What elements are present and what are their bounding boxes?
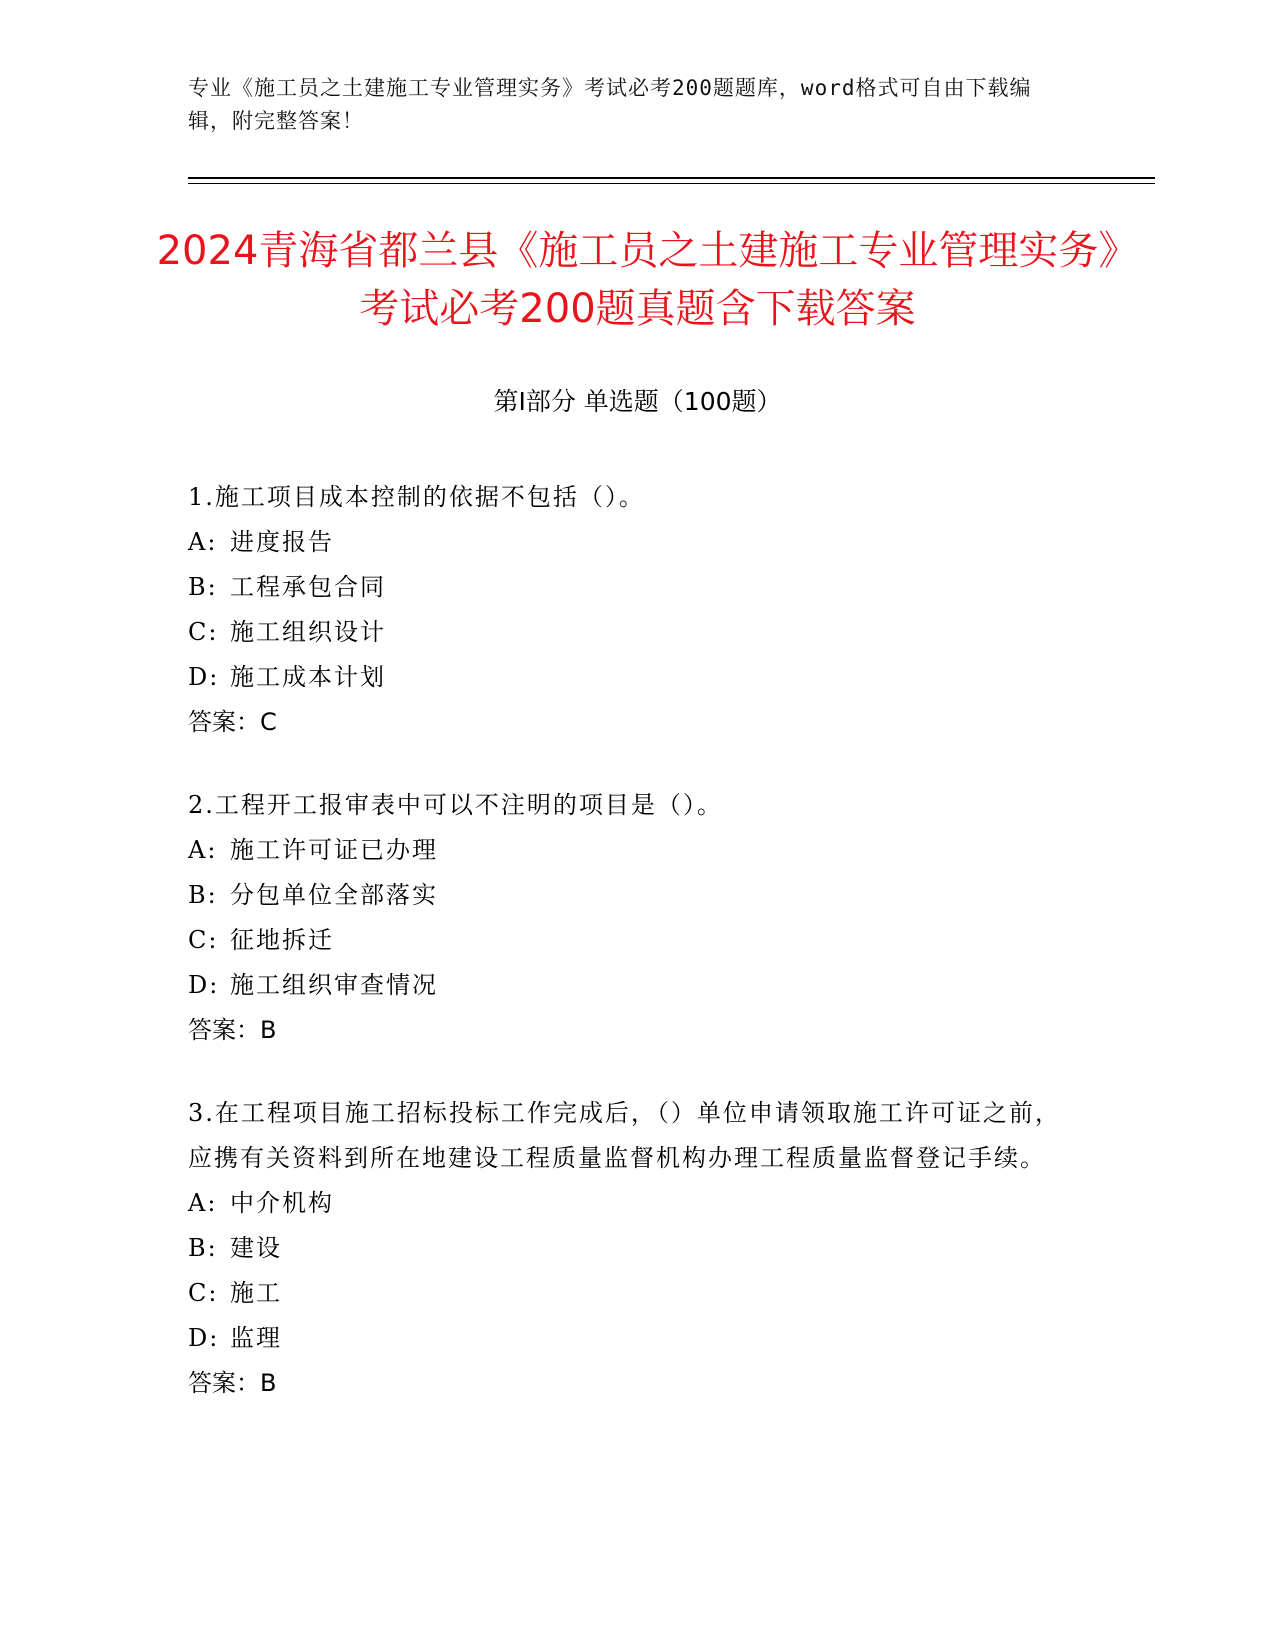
option-b bbox=[188, 1226, 1068, 1271]
section-heading: 第Ⅰ部分 单选题（100题） bbox=[493, 387, 782, 416]
option-text: 分包单位全部落实 bbox=[230, 881, 438, 909]
option-letter: A: bbox=[188, 528, 218, 556]
document-title: 2024青海省都兰县《施工员之土建施工专业管理实务》考试必考200题真题含下载答案 bbox=[156, 228, 1119, 332]
header-note: 专业《施工员之土建施工专业管理实务》考试必考200题题库，word格式可自由下载编辑，附完整答案！ bbox=[188, 76, 1032, 133]
option-b bbox=[188, 565, 1068, 610]
option-letter: D: bbox=[188, 663, 220, 691]
option-letter: C: bbox=[188, 618, 219, 646]
option-text: 施工成本计划 bbox=[230, 663, 386, 691]
option-text: 建设 bbox=[230, 1234, 282, 1262]
option-a bbox=[188, 520, 1068, 565]
option-letter: D: bbox=[188, 1324, 220, 1352]
header-divider-thick bbox=[188, 177, 1155, 179]
question-1 bbox=[188, 475, 1068, 745]
option-text: 进度报告 bbox=[230, 528, 334, 556]
option-letter: B: bbox=[188, 573, 218, 601]
option-text: 工程承包合同 bbox=[230, 573, 386, 601]
option-letter: B: bbox=[188, 1234, 218, 1262]
option-d bbox=[188, 1316, 1068, 1361]
answer: 答案：B bbox=[188, 1369, 277, 1397]
option-b bbox=[188, 873, 1068, 918]
option-text: 施工 bbox=[230, 1279, 282, 1307]
option-letter: C: bbox=[188, 1279, 219, 1307]
header-divider-thin bbox=[188, 183, 1155, 184]
option-text: 施工许可证已办理 bbox=[230, 836, 438, 864]
question-2 bbox=[188, 783, 1068, 1053]
question-stem: 1.施工项目成本控制的依据不包括（）。 bbox=[188, 483, 645, 511]
answer: 答案：C bbox=[188, 708, 277, 736]
option-d bbox=[188, 655, 1068, 700]
option-text: 施工组织审查情况 bbox=[230, 971, 438, 999]
question-stem: 2.工程开工报审表中可以不注明的项目是（）。 bbox=[188, 791, 723, 819]
answer: 答案：B bbox=[188, 1016, 277, 1044]
option-letter: C: bbox=[188, 926, 219, 954]
option-c bbox=[188, 918, 1068, 963]
option-d bbox=[188, 963, 1068, 1008]
option-c bbox=[188, 1271, 1068, 1316]
option-c bbox=[188, 610, 1068, 655]
question-3 bbox=[188, 1091, 1068, 1406]
option-text: 征地拆迁 bbox=[230, 926, 334, 954]
option-letter: A: bbox=[188, 1189, 218, 1217]
option-a bbox=[188, 828, 1068, 873]
option-a bbox=[188, 1181, 1068, 1226]
option-text: 施工组织设计 bbox=[230, 618, 386, 646]
option-text: 中介机构 bbox=[230, 1189, 334, 1217]
question-list bbox=[188, 475, 1068, 1444]
option-letter: A: bbox=[188, 836, 218, 864]
option-letter: D: bbox=[188, 971, 220, 999]
option-letter: B: bbox=[188, 881, 218, 909]
option-text: 监理 bbox=[230, 1324, 282, 1352]
question-stem: 3.在工程项目施工招标投标工作完成后，（）单位申请领取施工许可证之前，应携有关资料到所在地建设工程质量监督机构办理工程质量监督登记手续。 bbox=[188, 1099, 1061, 1172]
